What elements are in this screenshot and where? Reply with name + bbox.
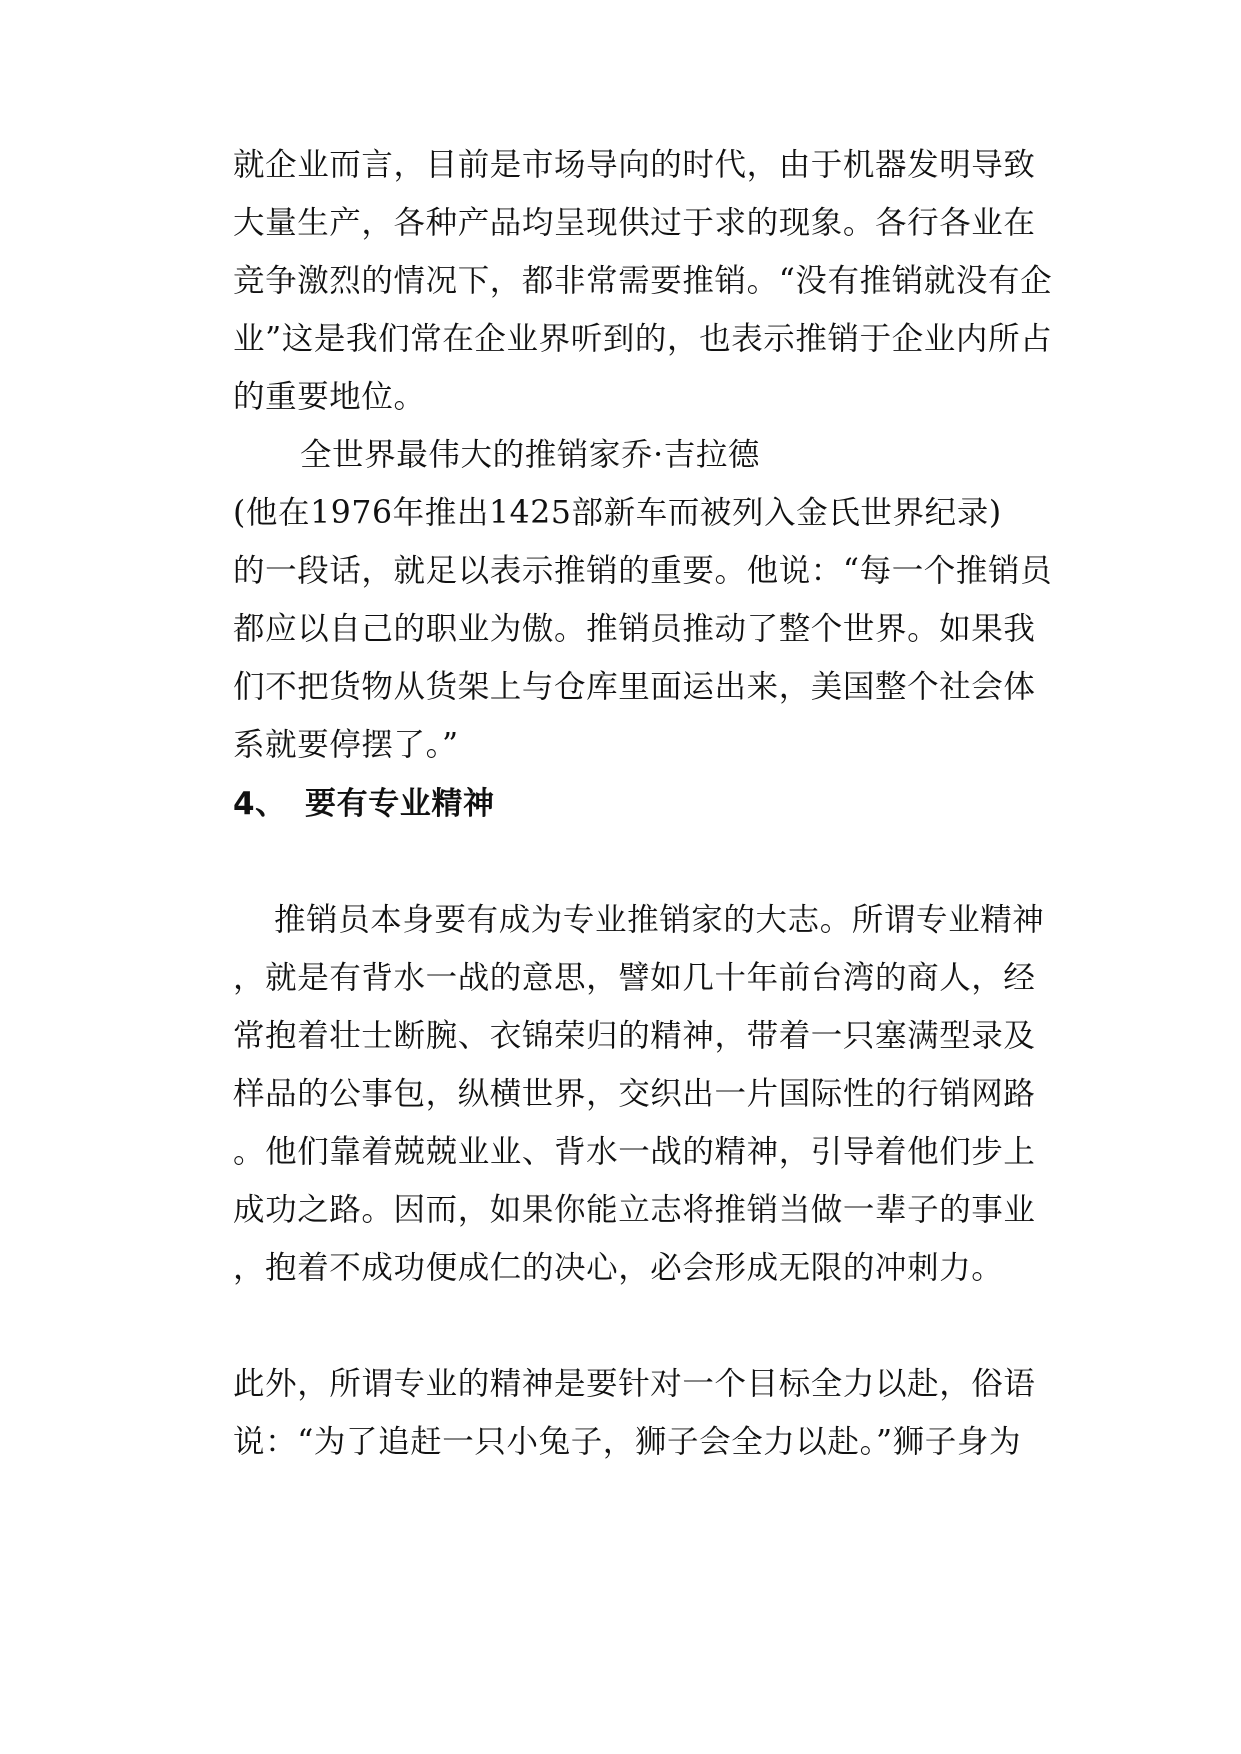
paragraph-3-line-7: ，抱着不成功便成仁的决心，必会形成无限的冲刺力。 xyxy=(233,1250,1004,1286)
paragraph-4-line-1: 此外，所谓专业的精神是要针对一个目标全力以赴，俗语 xyxy=(233,1366,1036,1402)
paragraph-3-line-6: 成功之路。因而，如果你能立志将推销当做一辈子的事业 xyxy=(233,1192,1036,1228)
paragraph-3-line-3: 常抱着壮士断腕、衣锦荣归的精神，带着一只塞满型录及 xyxy=(233,1018,1036,1054)
paragraph-2-line-3: 的一段话，就足以表示推销的重要。他说：“每一个推销员 xyxy=(233,553,1053,589)
paragraph-1-line-5: 的重要地位。 xyxy=(233,379,426,415)
paragraph-2-line-5: 们不把货物从货架上与仓库里面运出来，美国整个社会体 xyxy=(233,669,1036,705)
section-title: 要有专业精神 xyxy=(305,786,495,822)
paragraph-1-line-3: 竞争激烈的情况下，都非常需要推销。“没有推销就没有企 xyxy=(233,263,1053,299)
paragraph-2-line-4: 都应以自己的职业为傲。推销员推动了整个世界。如果我 xyxy=(233,611,1036,647)
paragraph-3-line-1: 推销员本身要有成为专业推销家的大志。所谓专业精神 xyxy=(274,902,1045,938)
paragraph-1-line-1: 就企业而言，目前是市场导向的时代，由于机器发明导致 xyxy=(233,147,1036,183)
section-number: 4、 xyxy=(233,786,287,822)
paragraph-2-line-2: (他在1976年推出1425部新车而被列入金氏世界纪录) xyxy=(233,495,1002,531)
section-heading xyxy=(233,784,495,824)
paragraph-3-line-4: 样品的公事包，纵横世界，交织出一片国际性的行销网路 xyxy=(233,1076,1036,1112)
paragraph-4-line-2: 说：“为了追赶一只小兔子，狮子会全力以赴。”狮子身为 xyxy=(233,1424,1022,1460)
paragraph-3-line-2: ，就是有背水一战的意思，譬如几十年前台湾的商人，经 xyxy=(233,960,1036,996)
paragraph-1-line-4: 业”这是我们常在企业界听到的，也表示推销于企业内所占 xyxy=(233,321,1053,357)
paragraph-1-line-2: 大量生产，各种产品均呈现供过于求的现象。各行各业在 xyxy=(233,205,1036,241)
paragraph-2-line-1: 全世界最伟大的推销家乔·吉拉德 xyxy=(300,437,761,473)
paragraph-2-line-6: 系就要停摆了。” xyxy=(233,727,459,763)
paragraph-3-line-5: 。他们靠着兢兢业业、背水一战的精神，引导着他们步上 xyxy=(233,1134,1036,1170)
